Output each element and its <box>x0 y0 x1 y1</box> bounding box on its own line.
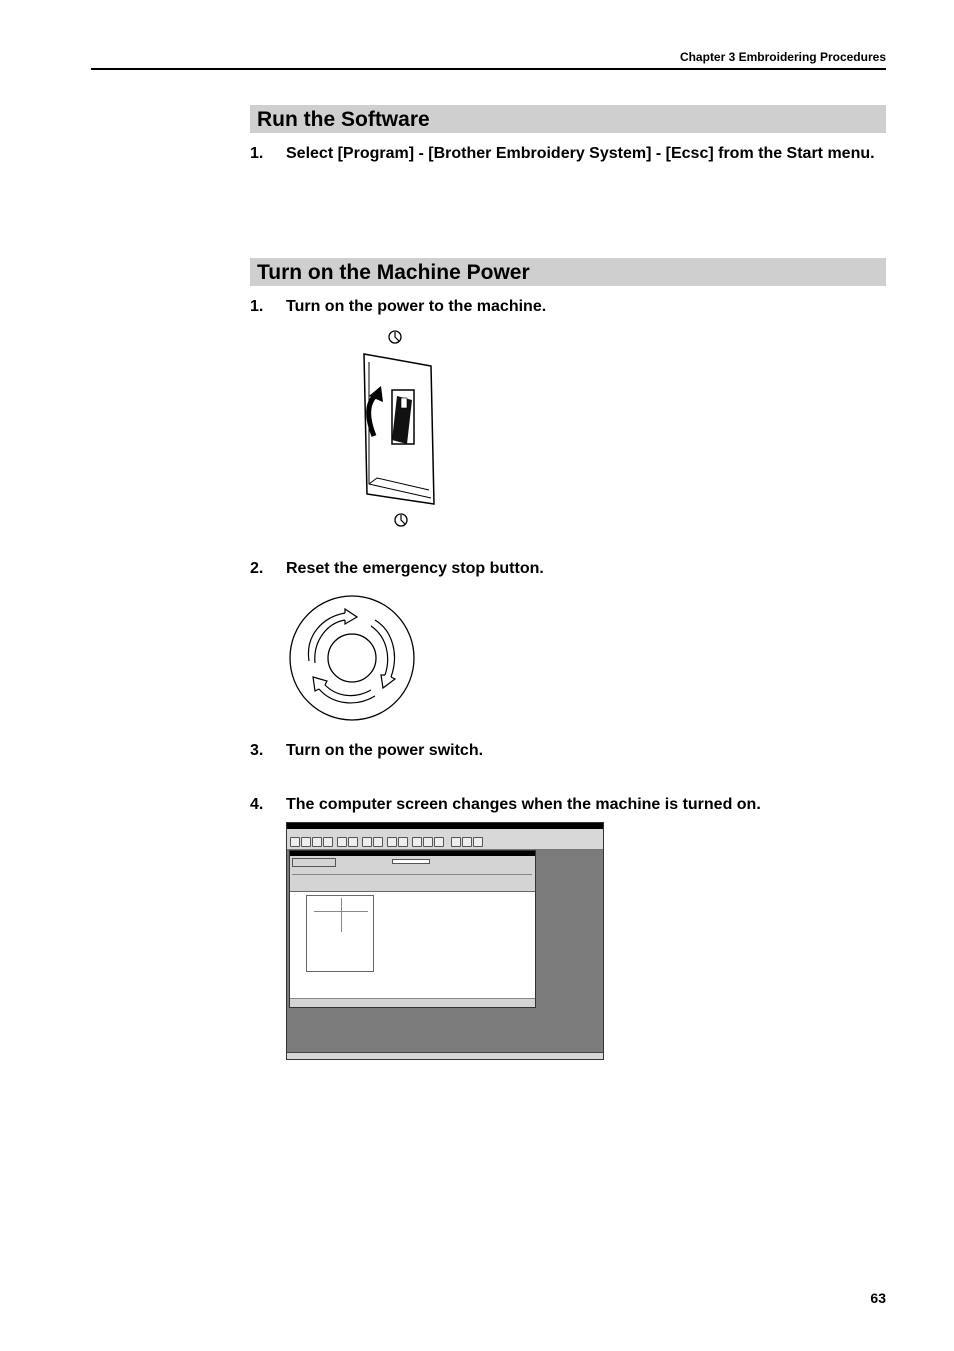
software-screenshot <box>286 822 604 1060</box>
screenshot-toolbar <box>287 835 603 850</box>
step-power-switch <box>250 738 886 764</box>
step-number: 4. <box>250 796 264 813</box>
step-text: Reset the emergency stop button. <box>286 560 544 577</box>
step-select-program <box>250 141 886 167</box>
step-text: The computer screen changes when the machine is turned on. <box>286 796 761 813</box>
step-number: 2. <box>250 560 264 577</box>
step-reset-emergency <box>250 556 886 582</box>
running-header <box>91 48 886 70</box>
emergency-stop-illustration <box>287 593 417 723</box>
step-number: 3. <box>250 742 264 759</box>
section-heading-run-software: Run the Software <box>250 105 886 133</box>
chapter-title: Chapter 3 Embroidering Procedures <box>679 50 886 64</box>
step-text: Turn on the power switch. <box>286 742 484 759</box>
step-text: Select [Program] - [Brother Embroidery System] - [Ecsc] from the Start menu. <box>286 145 875 162</box>
emergency-button-center <box>328 634 376 682</box>
screenshot-child-window <box>289 850 536 1008</box>
screenshot-statusbar <box>287 1052 603 1059</box>
step-screen-changes <box>250 792 886 818</box>
step-number: 1. <box>250 145 264 162</box>
step-number: 1. <box>250 298 264 315</box>
step-text: Turn on the power to the machine. <box>286 298 547 315</box>
screenshot-canvas <box>290 892 535 999</box>
power-switch-illustration <box>355 326 445 532</box>
step-power-machine <box>250 294 886 320</box>
section-heading-machine-power: Turn on the Machine Power <box>250 258 886 286</box>
page-number: 63 <box>870 1290 886 1306</box>
